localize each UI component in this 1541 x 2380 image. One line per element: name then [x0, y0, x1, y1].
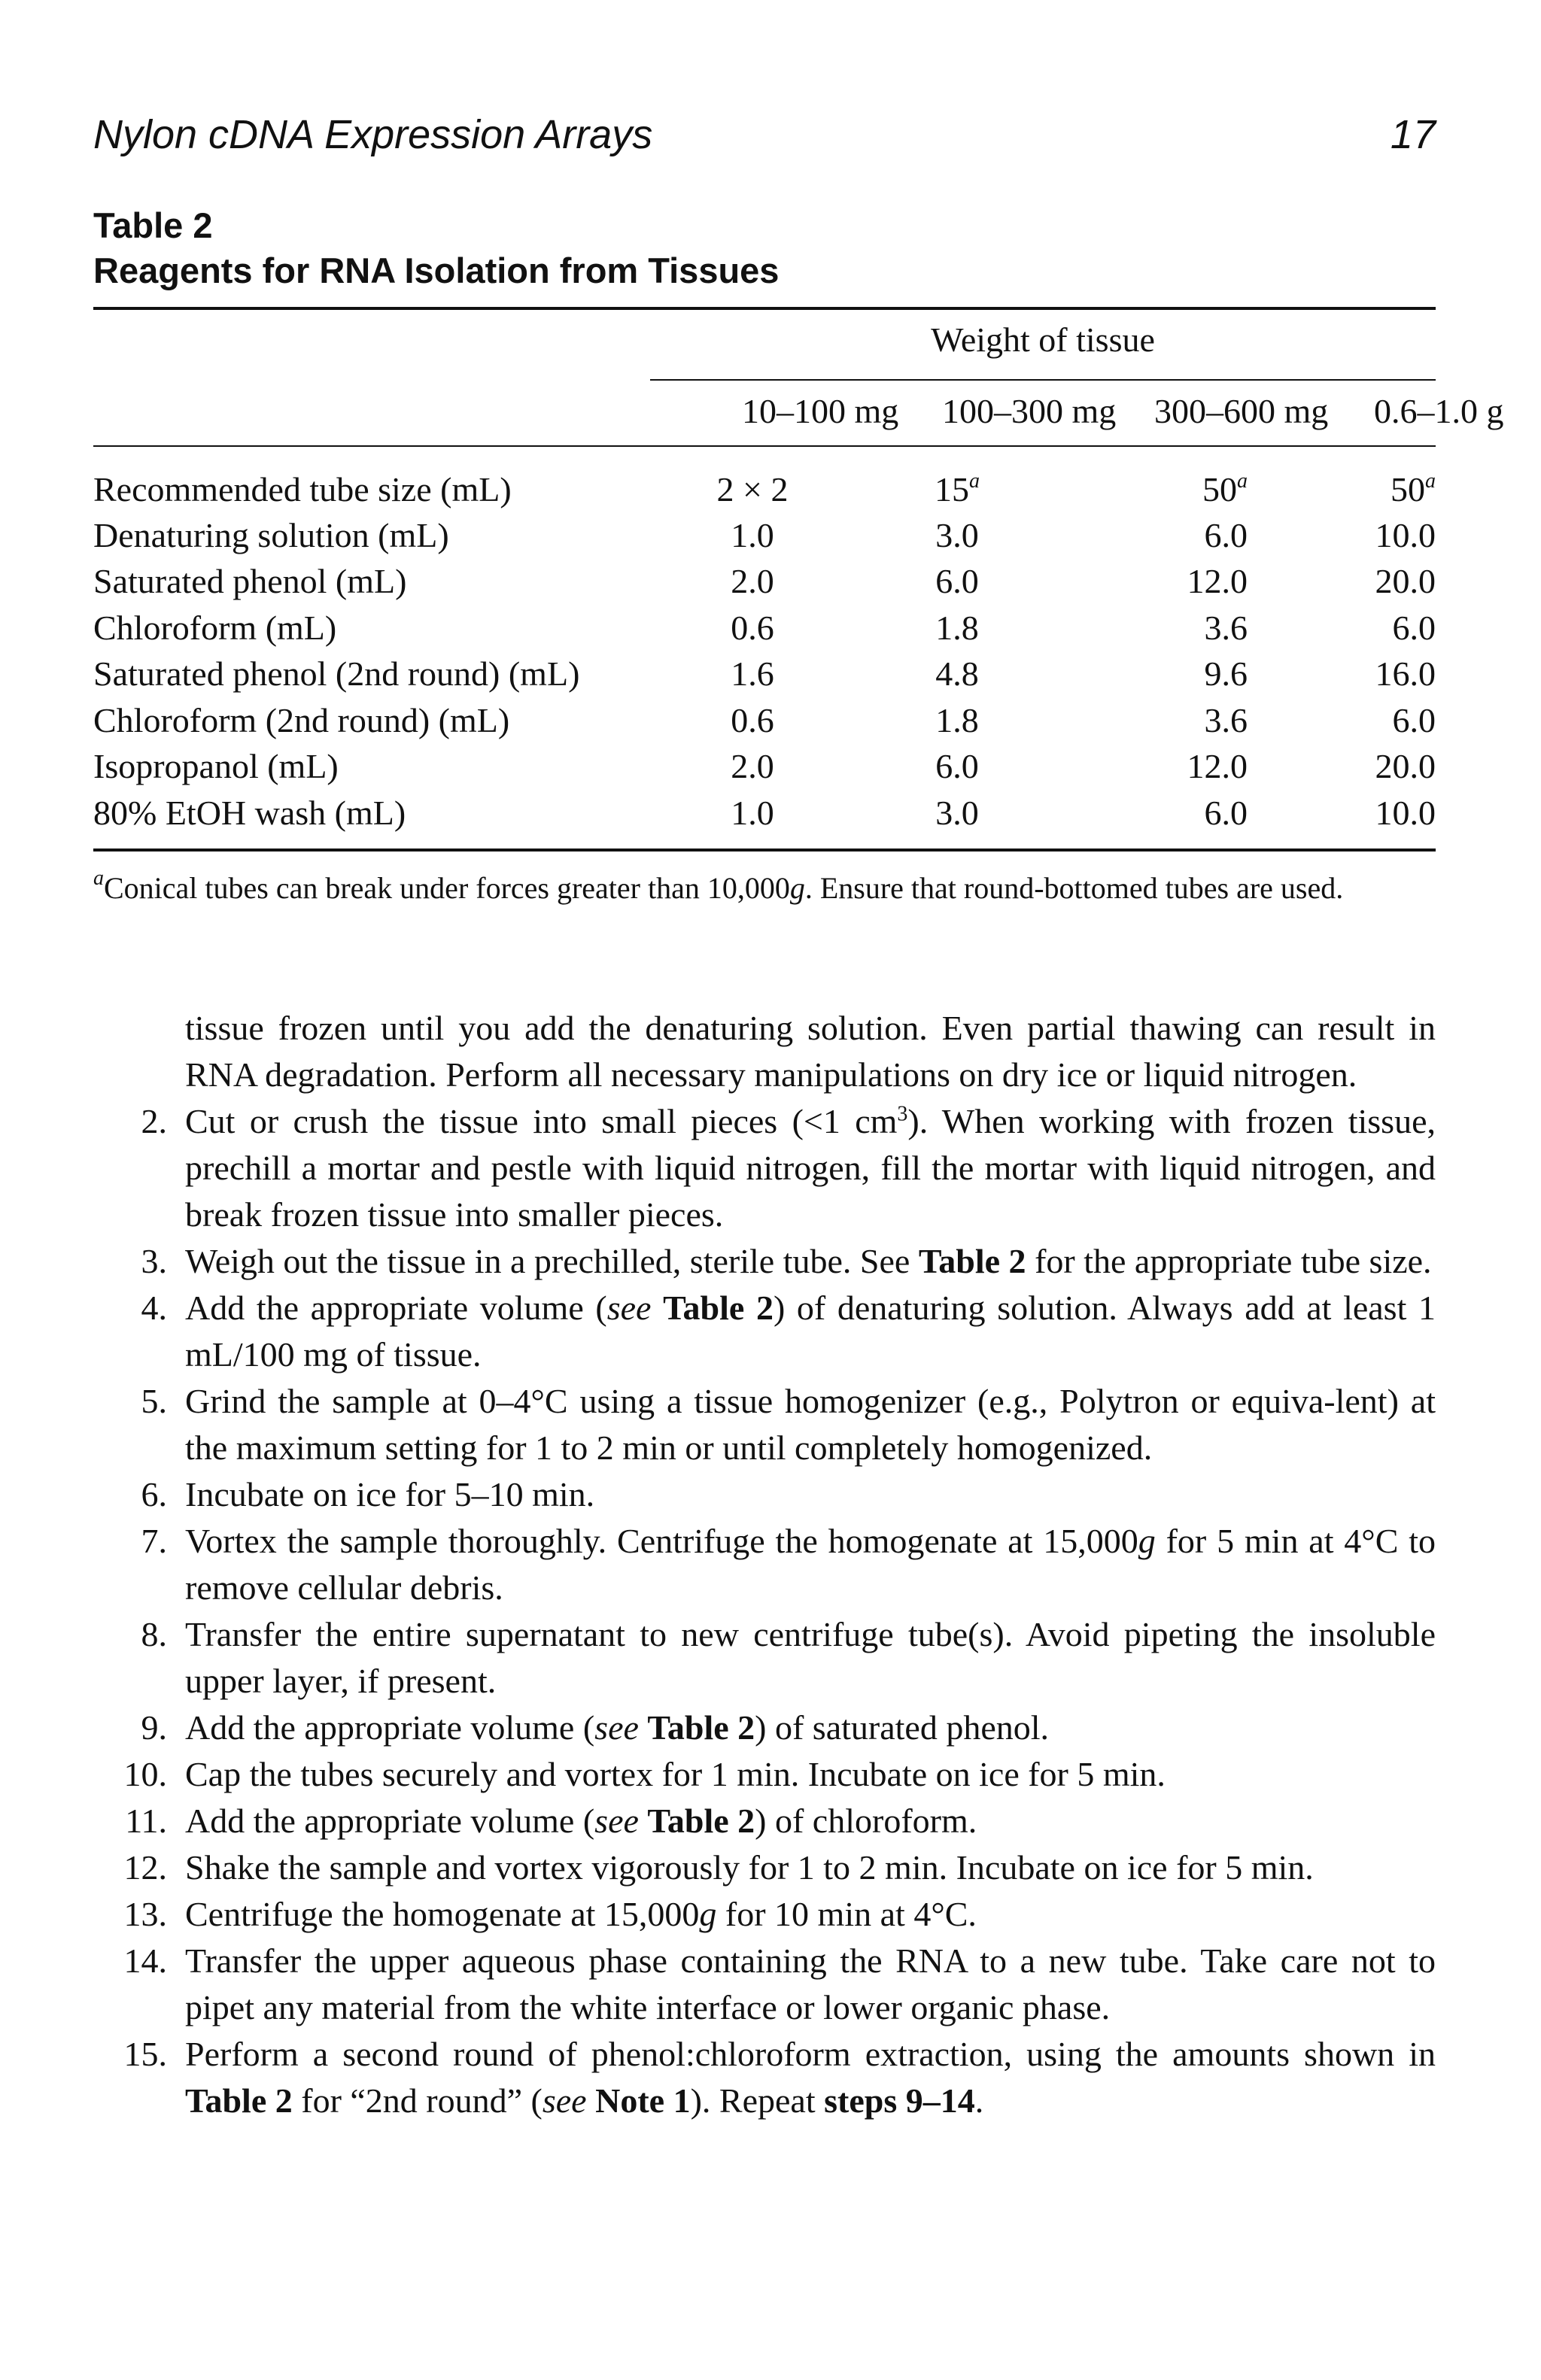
cell-value: 16.0 [1375, 654, 1436, 693]
text-run: . [974, 2081, 984, 2120]
text-run: for the appropriate tube size. [1026, 1242, 1432, 1280]
table-row [93, 561, 1436, 608]
cell-value: 9.6 [1204, 654, 1248, 693]
table-cell [1044, 515, 1248, 555]
text-run: see [594, 1802, 639, 1840]
cell-value: 12.0 [1187, 562, 1248, 600]
list-item [93, 1751, 1436, 1798]
footnote-marker: a [1425, 469, 1436, 493]
text-run: see [542, 2081, 587, 2120]
step-text [185, 1098, 1436, 1238]
cell-value: 2.0 [731, 747, 774, 785]
table-cell [650, 793, 855, 833]
step-number: 10. [123, 1755, 167, 1793]
cell-value: 2.0 [731, 562, 774, 600]
step-text [185, 1891, 1436, 1938]
text-run: g [699, 1895, 717, 1933]
cell-value: 10.0 [1375, 794, 1436, 832]
table-row [93, 515, 1436, 562]
text-run [587, 2081, 596, 2120]
cell-value: 3.6 [1204, 609, 1248, 647]
text-run: Add the appropriate volume ( [185, 1802, 595, 1840]
table-cell [855, 608, 1059, 648]
row-label: Chloroform (mL) [93, 609, 337, 647]
step-text [185, 1471, 1436, 1518]
cell-value: 6.0 [935, 747, 979, 785]
row-label: Saturated phenol (2nd round) (mL) [93, 654, 580, 693]
table-cell [1044, 469, 1248, 509]
footnote-text-2: . Ensure that round-bottomed tubes are used. [804, 871, 1344, 905]
text-run: Table 2 [185, 2081, 293, 2120]
row-label: Saturated phenol (mL) [93, 562, 407, 600]
table-cell [650, 561, 855, 601]
cell-value: 20.0 [1375, 747, 1436, 785]
list-item [93, 1891, 1436, 1938]
step-text [185, 1238, 1436, 1285]
row-label: Recommended tube size (mL) [93, 470, 512, 508]
text-run: ) of denaturing solution. Always add at least 1 mL/100 mg of tissue. [185, 1289, 1436, 1374]
cell-value: 50 [1202, 470, 1237, 508]
table-cell [1261, 608, 1436, 648]
list-item [93, 1518, 1436, 1611]
step-number: 11. [125, 1802, 167, 1840]
cell-value: 1.8 [935, 701, 979, 739]
header-bottom-rule [93, 445, 1436, 447]
text-run: for “2nd round” ( [292, 2081, 543, 2120]
list-item [93, 1285, 1436, 1378]
step-number: 7. [141, 1522, 167, 1560]
cell-value: 1.0 [731, 794, 774, 832]
table-cell [1044, 561, 1248, 601]
step-number: 6. [141, 1475, 167, 1513]
list-item [93, 1798, 1436, 1844]
cell-value: 20.0 [1375, 562, 1436, 600]
cell-value: 3.0 [935, 794, 979, 832]
step-number: 14. [123, 1941, 167, 1980]
footnote-marker: a [969, 469, 980, 493]
cell-value: 3.6 [1204, 701, 1248, 739]
footnote-marker: a [93, 867, 104, 890]
list-item [93, 1705, 1436, 1751]
text-run: ). When working with frozen tissue, prechill a mortar and pestle with liquid nitrogen, fill the mortar with liquid nitrogen, and break frozen tissue into smaller pieces. [185, 1102, 1436, 1234]
text-run: Shake the sample and vortex vigorously for 1 to 2 min. Incubate on ice for 5 min. [185, 1848, 1314, 1887]
table-cell [855, 515, 1059, 555]
table-cell [650, 469, 855, 509]
text-run: for 5 min at 4°C to remove cellular debris. [185, 1522, 1436, 1607]
step-number: 8. [141, 1615, 167, 1653]
text-run [639, 1708, 648, 1747]
table-row [93, 654, 1436, 700]
cell-value: 1.6 [731, 654, 774, 693]
spanning-header-rule [650, 379, 1436, 381]
table-cell [1044, 793, 1248, 833]
table-cell [1261, 700, 1436, 740]
cell-value: 6.0 [935, 562, 979, 600]
cell-value: 15 [935, 470, 969, 508]
cell-value: 1.0 [731, 516, 774, 554]
text-run: Table 2 [918, 1242, 1026, 1280]
text-run: Add the appropriate volume ( [185, 1708, 595, 1747]
list-item [93, 1611, 1436, 1705]
list-item [93, 1471, 1436, 1518]
table-bottom-rule [93, 848, 1436, 852]
table-cell [1044, 746, 1248, 786]
cell-value: 6.0 [1204, 516, 1248, 554]
cell-value: 50 [1391, 470, 1425, 508]
table-cell [855, 793, 1059, 833]
row-label: Chloroform (2nd round) (mL) [93, 701, 510, 739]
text-run: Note 1 [595, 2081, 691, 2120]
table-cell [650, 654, 855, 694]
text-run: see [606, 1289, 652, 1327]
text-run: g [1138, 1522, 1156, 1560]
table-cell [1044, 608, 1248, 648]
step-text [185, 1705, 1436, 1751]
table-caption [93, 203, 1436, 293]
table-cell [1044, 654, 1248, 694]
step-number: 12. [123, 1848, 167, 1887]
table-cell [1261, 746, 1436, 786]
step-number: 5. [141, 1382, 167, 1420]
step-text [185, 1285, 1436, 1378]
text-run: Cut or crush the tissue into small pieces (<1 cm [185, 1102, 898, 1140]
footnote-g: g [789, 871, 805, 905]
step-text [185, 1844, 1436, 1891]
step-text [185, 2031, 1436, 2124]
cell-value: 0.6 [731, 609, 774, 647]
text-run: Grind the sample at 0–4°C using a tissue homogenizer (e.g., Polytron or equiva-lent) at the maximum setting for 1 to 2 min or until completely homogenized. [185, 1382, 1436, 1467]
table-cell [1261, 515, 1436, 555]
cell-value: 2 × 2 [716, 470, 789, 508]
text-run: ) of saturated phenol. [755, 1708, 1050, 1747]
cell-value: 3.0 [935, 516, 979, 554]
cell-value: 10.0 [1375, 516, 1436, 554]
step-list [93, 1098, 1436, 2124]
table-row [93, 746, 1436, 793]
step-text [185, 1751, 1436, 1798]
step-text [185, 1518, 1436, 1611]
table-cell [1261, 469, 1436, 509]
list-item [93, 1938, 1436, 2031]
table-title: Reagents for RNA Isolation from Tissues [93, 250, 780, 290]
text-run [651, 1289, 663, 1327]
row-label: Denaturing solution (mL) [93, 516, 449, 554]
text-run: ). Repeat [690, 2081, 825, 2120]
running-head-title: Nylon cDNA Expression Arrays [93, 112, 653, 157]
text-run: Centrifuge the homogenate at 15,000 [185, 1895, 700, 1933]
cell-value: 12.0 [1187, 747, 1248, 785]
table-cell [650, 746, 855, 786]
text-run: Add the appropriate volume ( [185, 1289, 607, 1327]
text-run: Table 2 [663, 1289, 774, 1327]
table-row [93, 469, 1436, 516]
step-number: 15. [123, 2035, 167, 2073]
step-number: 3. [141, 1242, 167, 1280]
table-cell [650, 608, 855, 648]
text-run: Perform a second round of phenol:chloroform extraction, using the amounts shown in [185, 2035, 1436, 2073]
step-number: 2. [141, 1102, 167, 1140]
table-cell [1044, 700, 1248, 740]
column-header-3: 300–600 mg [1154, 392, 1329, 430]
text-run: Incubate on ice for 5–10 min. [185, 1475, 595, 1513]
column-header-4: 0.6–1.0 g [1374, 392, 1504, 430]
list-item [93, 1238, 1436, 1285]
step-number: 4. [141, 1289, 167, 1327]
running-head [93, 111, 1436, 164]
step-number: 9. [141, 1708, 167, 1747]
footnote-text-1: Conical tubes can break under forces greater than 10,000 [104, 871, 790, 905]
table-footnote [93, 868, 1436, 909]
column-header-1: 10–100 mg [742, 392, 899, 430]
cell-value: 6.0 [1392, 701, 1436, 739]
list-item [93, 1378, 1436, 1471]
intro-paragraph: tissue frozen until you add the denaturing solution. Even partial thawing can result in RNA degradation. Perform all necessary manipulations on dry ice or liquid nitrogen. [185, 1009, 1436, 1094]
text-run: 3 [897, 1102, 908, 1126]
text-run: see [594, 1708, 639, 1747]
step-text [185, 1798, 1436, 1844]
column-header-2: 100–300 mg [942, 392, 1117, 430]
table-cell [650, 515, 855, 555]
table-cell [855, 700, 1059, 740]
cell-value: 6.0 [1392, 609, 1436, 647]
table-cell [1261, 561, 1436, 601]
text-run: steps 9–14 [824, 2081, 975, 2120]
spanning-header: Weight of tissue [931, 320, 1155, 359]
text-run: Cap the tubes securely and vortex for 1 min. Incubate on ice for 5 min. [185, 1755, 1166, 1793]
text-run: Table 2 [647, 1708, 755, 1747]
cell-value: 6.0 [1204, 794, 1248, 832]
text-run: Vortex the sample thoroughly. Centrifuge the homogenate at 15,000 [185, 1522, 1138, 1560]
cell-value: 1.8 [935, 609, 979, 647]
table-cell [855, 746, 1059, 786]
table-cell [650, 700, 855, 740]
row-label: 80% EtOH wash (mL) [93, 794, 406, 832]
body-text [93, 1005, 1436, 2124]
step-text [185, 1611, 1436, 1705]
row-label: Isopropanol (mL) [93, 747, 339, 785]
list-item [93, 1844, 1436, 1891]
table-cell [1261, 654, 1436, 694]
list-item [93, 2031, 1436, 2124]
table-cell [855, 561, 1059, 601]
table-number: Table 2 [93, 205, 213, 245]
table-cell [1261, 793, 1436, 833]
text-run: ) of chloroform. [755, 1802, 977, 1840]
table-row [93, 608, 1436, 654]
page-number: 17 [1390, 112, 1436, 157]
text-run [639, 1802, 648, 1840]
table-cell [855, 469, 1059, 509]
text-run: Transfer the upper aqueous phase containing the RNA to a new tube. Take care not to pipet any material from the white interface or lower organic phase. [185, 1941, 1436, 2026]
document-page [93, 0, 1504, 2380]
cell-value: 4.8 [935, 654, 979, 693]
text-run: for 10 min at 4°C. [716, 1895, 977, 1933]
table-row [93, 700, 1436, 747]
text-run: Weigh out the tissue in a prechilled, sterile tube. See [185, 1242, 919, 1280]
cell-value: 0.6 [731, 701, 774, 739]
list-item [93, 1098, 1436, 1238]
table-cell [855, 654, 1059, 694]
footnote-marker: a [1237, 469, 1248, 493]
table-top-rule [93, 307, 1436, 310]
text-run: Table 2 [647, 1802, 755, 1840]
text-run: Transfer the entire supernatant to new centrifuge tube(s). Avoid pipeting the insoluble upper layer, if present. [185, 1615, 1436, 1700]
step-text [185, 1378, 1436, 1471]
step-text [185, 1938, 1436, 2031]
table-row [93, 793, 1436, 839]
step-number: 13. [123, 1895, 167, 1933]
